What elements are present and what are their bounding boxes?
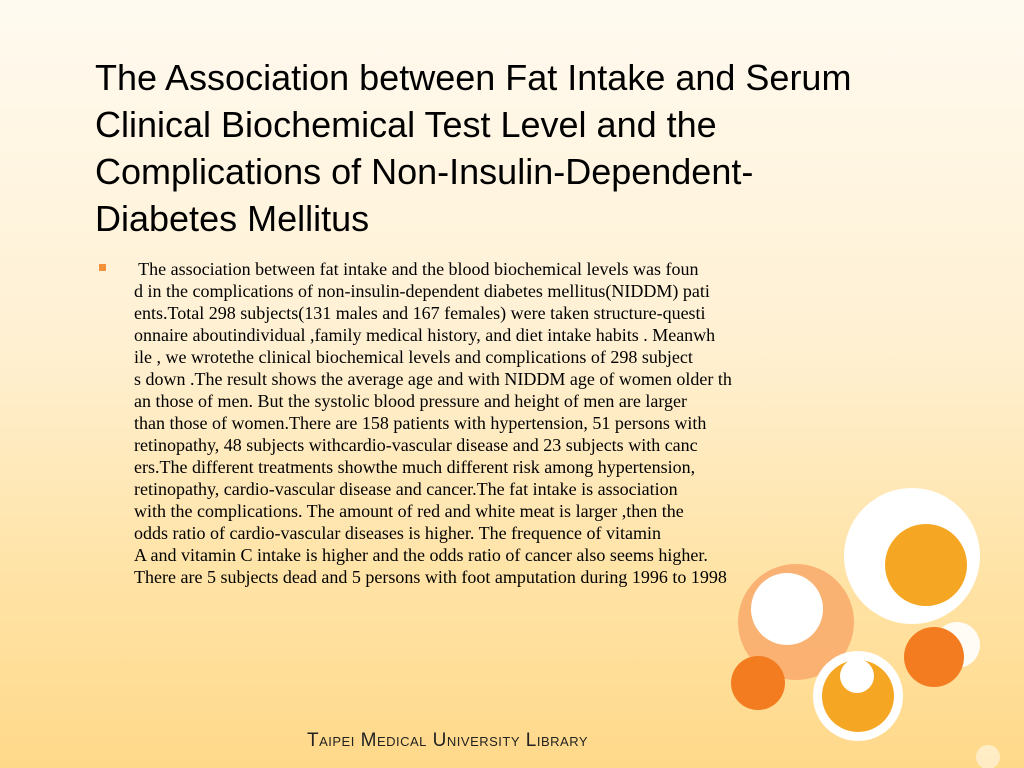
body-line: ile , we wrotethe clinical biochemical levels and complications of 298 subject [134, 347, 693, 367]
body-line: odds ratio of cardio-vascular diseases is higher. The frequence of vitamin [134, 523, 661, 543]
body-line: The association between fat intake and the blood biochemical levels was foun [134, 259, 699, 279]
body-line: A and vitamin C intake is higher and the odds ratio of cancer also seems higher. [134, 545, 708, 565]
body-line: an those of men. But the systolic blood pressure and height of men are larger [134, 391, 688, 411]
body-line: ents.Total 298 subjects(131 males and 167 females) were taken structure-questi [134, 303, 706, 323]
body-line: retinopathy, 48 subjects withcardio-vascular disease and 23 subjects with canc [134, 435, 698, 455]
decor-circle-gold-bottom [822, 660, 894, 732]
decor-circle-white-ring [813, 651, 903, 741]
body-line: with the complications. The amount of red and white meat is larger ,then the [134, 501, 684, 521]
body-line: ers.The different treatments showthe much different risk among hypertension, [134, 457, 696, 477]
title-line: Clinical Biochemical Test Level and the [95, 104, 717, 145]
bullet-icon [99, 264, 106, 271]
decor-circle-orange-small [731, 656, 785, 710]
decor-circle-orange [904, 627, 964, 687]
decor-circle-faint [976, 745, 1000, 768]
title-line: Diabetes Mellitus [95, 198, 370, 239]
body-line: than those of women.There are 158 patients with hypertension, 51 persons with [134, 413, 707, 433]
title-line: Complications of Non-Insulin-Dependent- [95, 151, 754, 192]
body-line: retinopathy, cardio-vascular disease and cancer.The fat intake is association [134, 479, 678, 499]
body-line: d in the complications of non-insulin-dependent diabetes mellitus(NIDDM) pati [134, 281, 710, 301]
decor-circle-pale [934, 622, 980, 668]
slide-title [95, 54, 955, 242]
footer-library-name: Taipei Medical University Library [307, 730, 589, 751]
body-line: s down .The result shows the average age and with NIDDM age of women older th [134, 369, 732, 389]
body-line: There are 5 subjects dead and 5 persons with foot amputation during 1996 to 1998 [134, 567, 727, 587]
title-line: The Association between Fat Intake and Serum [95, 57, 852, 98]
decor-circle-white-dot [840, 659, 874, 693]
body-line: onnaire aboutindividual ,family medical history, and diet intake habits . Meanwh [134, 325, 716, 345]
body-paragraph [134, 258, 914, 588]
